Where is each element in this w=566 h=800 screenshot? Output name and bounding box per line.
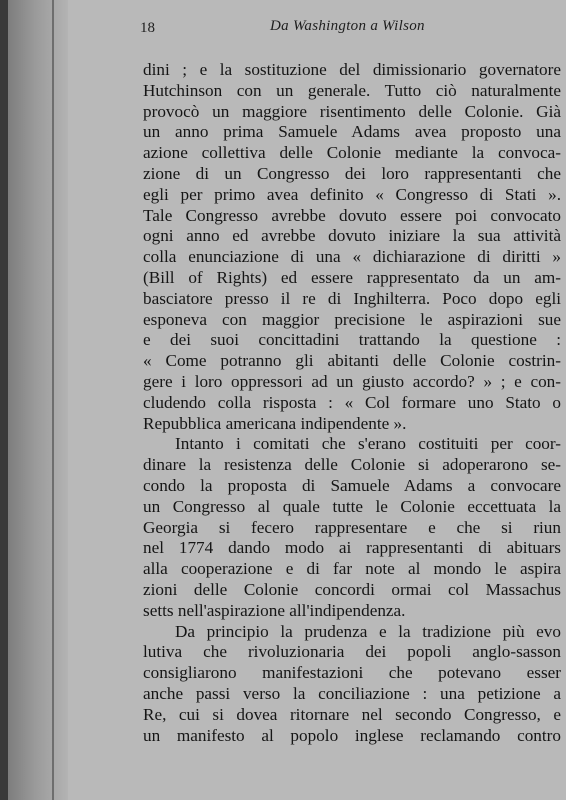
book-edge xyxy=(0,0,8,800)
text-line: Re, cui si dovea ritornare nel secondo Congresso, e xyxy=(143,704,561,724)
page-header xyxy=(140,18,566,42)
gutter-fold-line xyxy=(52,0,54,800)
text-line: Intanto i comitati che s'erano costituiti per coor- xyxy=(175,434,561,454)
text-line: (Bill of Rights) ed essere rappresentato da un am- xyxy=(143,267,561,287)
text-line: condo la proposta di Samuele Adams a convocare xyxy=(143,475,561,495)
text-line: setts nell'aspirazione all'indipendenza. xyxy=(143,600,406,620)
text-line: un manifesto al popolo inglese reclamando contro xyxy=(143,725,561,745)
paragraph xyxy=(143,60,566,434)
text-line: nel 1774 dando modo ai rappresentanti di abituars xyxy=(143,538,561,558)
text-line: cludendo colla risposta : « Col formare uno Stato o xyxy=(143,392,561,412)
running-title: Da Washington a Wilson xyxy=(270,18,425,34)
text-line: Georgia si fecero rappresentare e che si riun xyxy=(143,517,561,537)
text-line: un anno prima Samuele Adams avea proposto una xyxy=(143,122,561,142)
text-line: azione collettiva delle Colonie mediante la convoca- xyxy=(143,143,561,163)
text-line: consigliarono manifestazioni che potevano esser xyxy=(143,663,561,683)
text-line: Tale Congresso avrebbe dovuto essere poi convocato xyxy=(143,205,561,225)
text-line: alla cooperazione e di far note al mondo le aspira xyxy=(143,559,561,579)
text-line: dinare la resistenza delle Colonie si adoperarono se- xyxy=(143,455,561,475)
paragraph xyxy=(143,434,566,621)
text-line: Hutchinson con un generale. Tutto ciò naturalmente xyxy=(143,80,561,100)
body-text xyxy=(143,60,566,746)
text-line: lutiva che rivoluzionaria dei popoli anglo-sasson xyxy=(143,642,561,662)
text-line: dini ; e la sostituzione del dimissionario governatore xyxy=(143,60,561,79)
text-line: egli per primo avea definito « Congresso di Stati ». xyxy=(143,184,561,204)
text-line: e dei suoi concittadini trattando la questione : xyxy=(143,330,561,350)
text-line: zioni delle Colonie concordi ormai col Massachus xyxy=(143,579,561,599)
text-line: zione di un Congresso dei loro rappresentanti che xyxy=(143,163,561,183)
text-line: esponeva con maggior precisione le aspirazioni sue xyxy=(143,309,561,329)
text-line: basciatore presso il re di Inghilterra. Poco dopo egli xyxy=(143,288,561,308)
paragraph xyxy=(143,622,566,747)
text-line: anche passi verso la conciliazione : una petizione a xyxy=(143,683,561,703)
text-line: ogni anno ed avrebbe dovuto iniziare la sua attività xyxy=(143,226,561,246)
text-line: provocò un maggiore risentimento delle Colonie. Già xyxy=(143,101,561,121)
text-line: Da principio la prudenza e la tradizione più evo xyxy=(175,621,561,641)
text-line: colla enunciazione di una « dichiarazione di diritti » xyxy=(143,247,561,267)
page-gutter xyxy=(8,0,68,800)
text-line: Repubblica americana indipendente ». xyxy=(143,413,407,433)
page-number: 18 xyxy=(140,20,155,36)
text-line: un Congresso al quale tutte le Colonie eccettuata la xyxy=(143,496,561,516)
text-line: « Come potranno gli abitanti delle Colonie costrin- xyxy=(143,351,561,371)
text-line: gere i loro oppressori ad un giusto accordo? » ; e con- xyxy=(143,371,561,391)
